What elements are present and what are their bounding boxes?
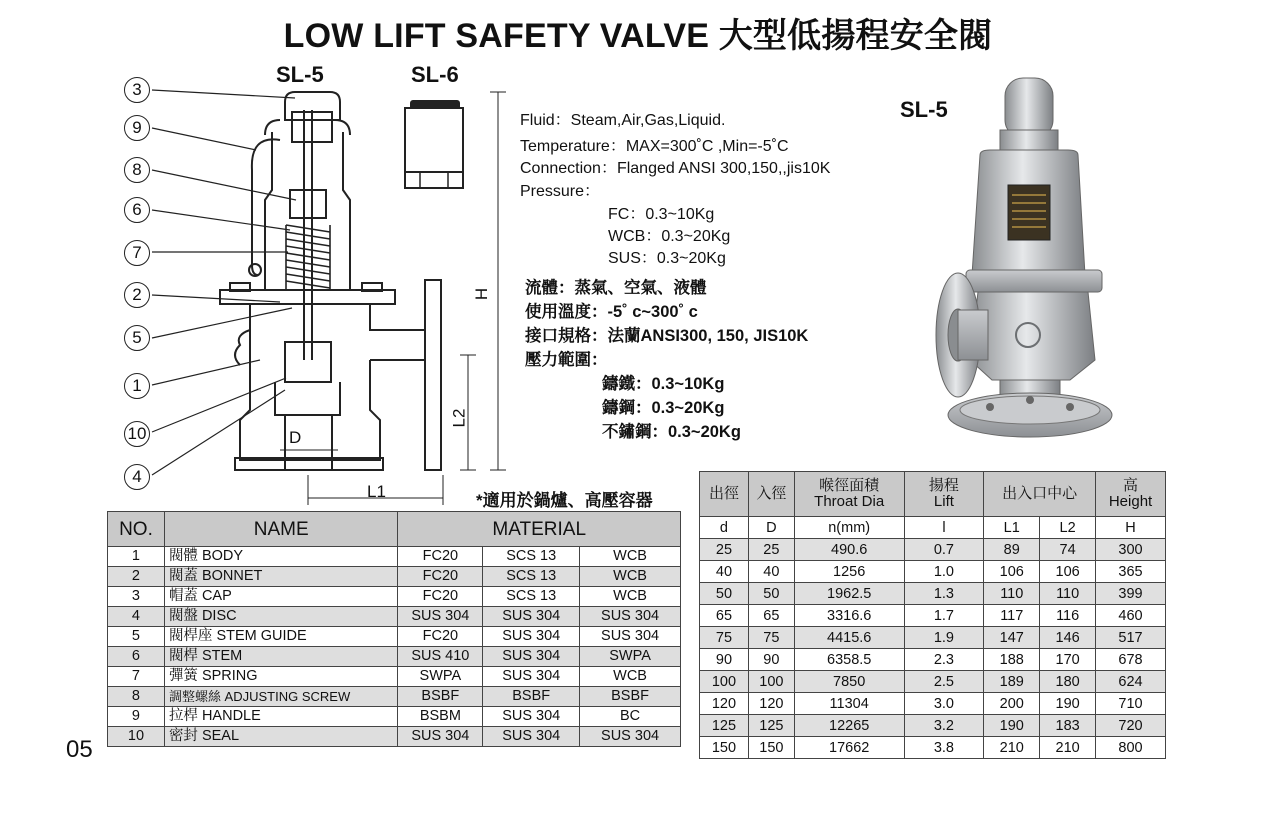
table-row (700, 605, 1166, 627)
cell: 110 (1040, 583, 1096, 605)
cell: 170 (1040, 649, 1096, 671)
cell-material-1: SUS 304 (398, 607, 483, 627)
cell: 17662 (794, 737, 904, 759)
callout-3: 3 (124, 77, 150, 103)
dim-label-l1: L1 (367, 482, 386, 501)
cell: 710 (1096, 693, 1166, 715)
cell: 365 (1096, 561, 1166, 583)
cell-name: 密封 SEAL (164, 727, 397, 747)
zh-conn: 接口規格：法蘭ANSI300, 150, JIS10K (525, 327, 809, 345)
callout-5: 5 (124, 325, 150, 351)
cell: 65 (700, 605, 749, 627)
cell: 3316.6 (794, 605, 904, 627)
col-header-name: NAME (164, 512, 397, 547)
dim-label-h: H (472, 287, 492, 301)
cell-material-3: BC (580, 707, 681, 727)
cell: 106 (1040, 561, 1096, 583)
table-row (700, 583, 1166, 605)
cell: 624 (1096, 671, 1166, 693)
cell: 1.9 (904, 627, 984, 649)
unit-cell: L2 (1040, 517, 1096, 539)
table-row (700, 539, 1166, 561)
table-row (108, 707, 681, 727)
cell-no: 2 (108, 567, 165, 587)
cell: 90 (700, 649, 749, 671)
throat-en: Throat Dia (814, 493, 885, 510)
cell-material-2: SUS 304 (483, 707, 580, 727)
cell-no: 10 (108, 727, 165, 747)
cell: 146 (1040, 627, 1096, 649)
cell-material-3: SUS 304 (580, 627, 681, 647)
table-row (700, 561, 1166, 583)
cell: 190 (984, 715, 1040, 737)
zh-temp: 使用溫度：-5˚ c~300˚ c (525, 303, 698, 321)
cell: 517 (1096, 627, 1166, 649)
callout-10: 10 (124, 421, 150, 447)
cell-material-2: SUS 304 (483, 627, 580, 647)
cell: 490.6 (794, 539, 904, 561)
cell: 116 (1040, 605, 1096, 627)
cell-name: 閥桿座 STEM GUIDE (164, 627, 397, 647)
table-row (700, 715, 1166, 737)
dim-label-d: D (289, 428, 302, 447)
col-header-height (1096, 472, 1166, 517)
callout-9: 9 (124, 115, 150, 141)
table-row (700, 737, 1166, 759)
cell: 2.3 (904, 649, 984, 671)
cell-name: 拉桿 HANDLE (164, 707, 397, 727)
cell-no: 4 (108, 607, 165, 627)
table-row (108, 667, 681, 687)
unit-cell: n(mm) (794, 517, 904, 539)
cell-material-1: BSBM (398, 707, 483, 727)
col-header-material: MATERIAL (398, 512, 681, 547)
cell-name: 閥盤 DISC (164, 607, 397, 627)
table-row (108, 627, 681, 647)
cell: 74 (1040, 539, 1096, 561)
dim-label-l2: L2 (449, 408, 469, 428)
cell: 3.0 (904, 693, 984, 715)
cell-material-3: WCB (580, 587, 681, 607)
cell: 210 (1040, 737, 1096, 759)
cell: 1962.5 (794, 583, 904, 605)
cell-material-2: SCS 13 (483, 567, 580, 587)
cell-no: 5 (108, 627, 165, 647)
callout-8: 8 (124, 157, 150, 183)
cell: 50 (700, 583, 749, 605)
cell: 300 (1096, 539, 1166, 561)
cell: 40 (748, 561, 794, 583)
table-row (700, 627, 1166, 649)
spec-connection: Connection：Flanged ANSI 300,150,,jis10K (520, 160, 831, 177)
cell: 1256 (794, 561, 904, 583)
unit-cell: L1 (984, 517, 1040, 539)
callout-4: 4 (124, 464, 150, 490)
cell: 1.0 (904, 561, 984, 583)
cell-name: 彈簧 SPRING (164, 667, 397, 687)
unit-cell: D (748, 517, 794, 539)
sl6-cap-drawing (400, 98, 470, 193)
spec-pressure-wcb: WCB：0.3~20Kg (608, 228, 731, 245)
cell-material-1: SUS 304 (398, 727, 483, 747)
cell-material-3: BSBF (580, 687, 681, 707)
spec-pressure-fc: FC：0.3~10Kg (608, 206, 715, 223)
cell-material-2: BSBF (483, 687, 580, 707)
cell-material-1: BSBF (398, 687, 483, 707)
cell-material-2: SUS 304 (483, 667, 580, 687)
cell-name: 閥體 BODY (164, 547, 397, 567)
cell-no: 8 (108, 687, 165, 707)
cell: 678 (1096, 649, 1166, 671)
cell-no: 6 (108, 647, 165, 667)
cell: 50 (748, 583, 794, 605)
cell-material-2: SCS 13 (483, 547, 580, 567)
callout-2: 2 (124, 282, 150, 308)
cell-no: 9 (108, 707, 165, 727)
cell: 150 (700, 737, 749, 759)
cell: 100 (748, 671, 794, 693)
cell: 75 (700, 627, 749, 649)
cell: 100 (700, 671, 749, 693)
cell-material-2: SUS 304 (483, 607, 580, 627)
cell-name: 閥蓋 BONNET (164, 567, 397, 587)
cell-material-3: WCB (580, 667, 681, 687)
cell-material-3: WCB (580, 567, 681, 587)
cell: 25 (700, 539, 749, 561)
cell: 183 (1040, 715, 1096, 737)
dimensions-table (699, 471, 1166, 759)
cell: 720 (1096, 715, 1166, 737)
table-row (108, 727, 681, 747)
cell-name: 帽蓋 CAP (164, 587, 397, 607)
col-header-throat (794, 472, 904, 517)
cell-material-3: SUS 304 (580, 727, 681, 747)
cell-material-3: SUS 304 (580, 607, 681, 627)
cell-material-3: SWPA (580, 647, 681, 667)
cell: 12265 (794, 715, 904, 737)
cell: 2.5 (904, 671, 984, 693)
valve-product-photo (910, 70, 1130, 450)
cell: 6358.5 (794, 649, 904, 671)
col-header-outlet: 出徑 (700, 472, 749, 517)
cell: 117 (984, 605, 1040, 627)
cell: 188 (984, 649, 1040, 671)
callout-1: 1 (124, 373, 150, 399)
cell-material-3: WCB (580, 547, 681, 567)
cell: 89 (984, 539, 1040, 561)
cell-no: 7 (108, 667, 165, 687)
spec-pressure: Pressure： (520, 183, 601, 200)
cell: 90 (748, 649, 794, 671)
cell-no: 1 (108, 547, 165, 567)
cell: 120 (748, 693, 794, 715)
col-header-no: NO. (108, 512, 165, 547)
table-row (700, 693, 1166, 715)
cell: 1.3 (904, 583, 984, 605)
table-row (108, 687, 681, 707)
table-row (108, 587, 681, 607)
cell-material-1: FC20 (398, 547, 483, 567)
units-row (700, 517, 1166, 539)
callout-7: 7 (124, 240, 150, 266)
lift-zh: 揚程 (928, 477, 959, 494)
cell-material-2: SUS 304 (483, 647, 580, 667)
cell: 110 (984, 583, 1040, 605)
cell: 40 (700, 561, 749, 583)
model-label-left: SL-5 (276, 62, 324, 87)
cell: 190 (1040, 693, 1096, 715)
cell-no: 3 (108, 587, 165, 607)
cell: 25 (748, 539, 794, 561)
cell: 147 (984, 627, 1040, 649)
cell-name: 調整螺絲 ADJUSTING SCREW (164, 687, 397, 707)
unit-cell: H (1096, 517, 1166, 539)
cell-material-1: FC20 (398, 567, 483, 587)
unit-cell: d (700, 517, 749, 539)
model-label-photo: SL-5 (900, 97, 948, 122)
cell-material-1: SUS 410 (398, 647, 483, 667)
cell-name: 閥桿 STEM (164, 647, 397, 667)
zh-pressure-3: 不鏽鋼：0.3~20Kg (602, 423, 741, 441)
spec-temperature: Temperature：MAX=300˚C ,Min=-5˚C (520, 138, 789, 155)
table-row (108, 547, 681, 567)
cell: 3.8 (904, 737, 984, 759)
lift-en: Lift (933, 493, 954, 510)
col-header-inlet: 入徑 (748, 472, 794, 517)
cell: 189 (984, 671, 1040, 693)
cell: 1.7 (904, 605, 984, 627)
cell-material-1: FC20 (398, 587, 483, 607)
application-note: *適用於鍋爐、高壓容器 (476, 491, 653, 510)
cell: 65 (748, 605, 794, 627)
cell: 106 (984, 561, 1040, 583)
model-label-right: SL-6 (411, 62, 459, 87)
cell: 800 (1096, 737, 1166, 759)
cell: 180 (1040, 671, 1096, 693)
cell: 4415.6 (794, 627, 904, 649)
height-zh: 高 (1123, 477, 1139, 494)
callout-6: 6 (124, 197, 150, 223)
table-row (108, 647, 681, 667)
cell-material-2: SCS 13 (483, 587, 580, 607)
page-number: 05 (66, 736, 93, 763)
cell: 120 (700, 693, 749, 715)
throat-zh: 喉徑面積 (819, 477, 880, 494)
col-header-center: 出入口中心 (984, 472, 1096, 517)
zh-pressure: 壓力範圍： (525, 351, 608, 369)
spec-pressure-sus: SUS：0.3~20Kg (608, 250, 726, 267)
zh-pressure-2: 鑄鋼：0.3~20Kg (602, 399, 725, 417)
height-en: Height (1108, 493, 1153, 510)
table-row (700, 649, 1166, 671)
zh-pressure-1: 鑄鐵：0.3~10Kg (602, 375, 725, 393)
table-row (108, 607, 681, 627)
parts-material-table (107, 511, 681, 747)
table-row (700, 671, 1166, 693)
cell: 150 (748, 737, 794, 759)
cell: 210 (984, 737, 1040, 759)
cell: 460 (1096, 605, 1166, 627)
zh-fluid: 流體：蒸氣、空氣、液體 (525, 279, 707, 297)
unit-cell: l (904, 517, 984, 539)
cell: 75 (748, 627, 794, 649)
cell: 11304 (794, 693, 904, 715)
spec-fluid: Fluid：Steam,Air,Gas,Liquid. (520, 112, 726, 129)
cell: 399 (1096, 583, 1166, 605)
cell-material-2: SUS 304 (483, 727, 580, 747)
page-title: LOW LIFT SAFETY VALVE 大型低揚程安全閥 (283, 17, 993, 55)
cell: 3.2 (904, 715, 984, 737)
cell: 200 (984, 693, 1040, 715)
cell: 0.7 (904, 539, 984, 561)
col-header-lift (904, 472, 984, 517)
cell: 7850 (794, 671, 904, 693)
table-row (108, 567, 681, 587)
cell-material-1: FC20 (398, 627, 483, 647)
cell: 125 (700, 715, 749, 737)
cell-material-1: SWPA (398, 667, 483, 687)
cell: 125 (748, 715, 794, 737)
